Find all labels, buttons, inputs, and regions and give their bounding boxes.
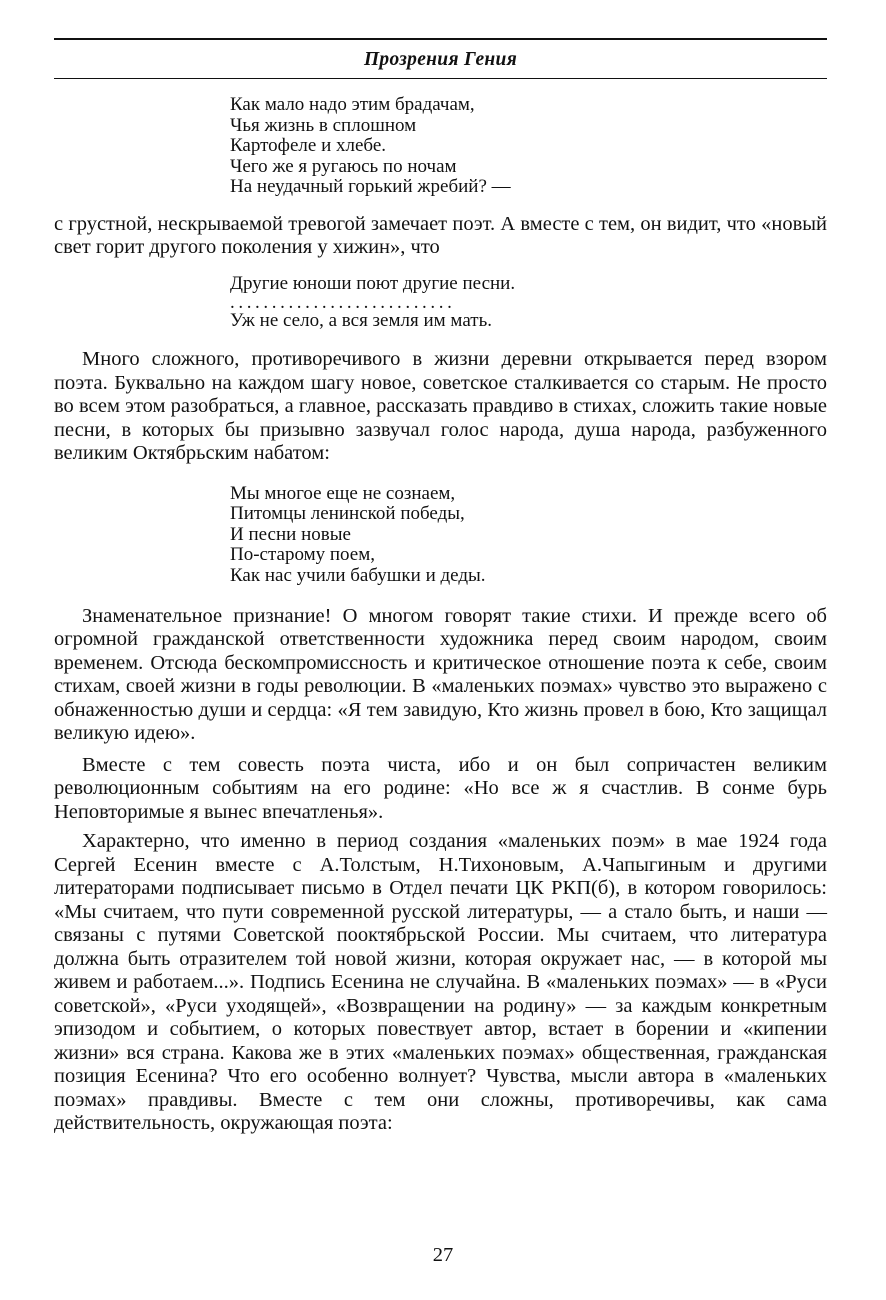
- paragraph-4: Вместе с тем совесть поэта чиста, ибо и он был сопричастен великим революционным событиям на его родине: «Но все ж я счастлив. В сонме бурь Неповторимые я вынес впечатленья».: [54, 753, 827, 823]
- verse-line: И песни новые: [230, 523, 351, 545]
- verse-line: Чья жизнь в сплошном: [230, 114, 417, 136]
- verse-line: На неудачный горький жребий? —: [230, 176, 511, 198]
- paragraph-1: с грустной, нескрываемой тревогой замечает поэт. А вместе с тем, он видит, что «новый свет горит другого поколения у хижин», что: [54, 212, 827, 259]
- header-bottom-rule: [54, 78, 827, 79]
- verse-line: Уж не село, а вся земля им мать.: [230, 309, 492, 331]
- paragraph-3: Знаменательное признание! О многом говорят такие стихи. И прежде всего об огромной гражданской ответственности художника перед своим народом, своим временем. Отсюда бескомпромиссность и критическое отношение поэта к себе, своим стихам, своей жизни в годы революции. В «маленьких поэмах» чувство это выражено с обнаженностью души и сердца: «Я тем завидую, Кто жизнь провел в бою, Кто защищал великую идею».: [54, 604, 827, 745]
- verse-line: Как мало надо этим брадачам,: [230, 94, 475, 115]
- verse-line: Питомцы ленинской победы,: [230, 503, 465, 525]
- verse-quote-3: [230, 484, 827, 587]
- verse-quote-1: [230, 95, 827, 198]
- verse-line: Картофеле и хлебе.: [230, 135, 386, 157]
- verse-line: Чего же я ругаюсь по ночам: [230, 155, 457, 177]
- page-number: 27: [432, 1244, 454, 1266]
- verse-line: Другие юноши поют другие песни.: [230, 272, 516, 294]
- verse-quote-2: [230, 274, 827, 331]
- book-page: [54, 38, 827, 1136]
- running-title: Прозрения Гения: [363, 49, 518, 70]
- paragraph-2: Много сложного, противоречивого в жизни деревни открывается перед взором поэта. Буквально на каждом шагу новое, советское сталкивается со старым. Не просто во всем этом разобраться, а главное, рассказать правдиво в стихах, сложить такие новые песни, в которых бы призывно зазвучал голос народа, душа народа, разбуженного великим Октябрьским набатом:: [54, 348, 827, 465]
- verse-line: По-старому поем,: [230, 544, 375, 566]
- verse-line: Мы многое еще не сознаем,: [230, 482, 456, 504]
- paragraph-5: Характерно, что именно в период создания «маленьких поэм» в мае 1924 года Сергей Есенин вместе с А.Толстым, Н.Тихоновым, А.Чапыгиным и другими литераторами подписывает письмо в Отдел печати ЦК РКП(б), в котором говорилось: «Мы считаем, что пути современной русской литературы, — а стало быть, и наши — связаны с путями Советской пооктябрьской России. Мы считаем, что литература должна быть отразителем той новой жизни, которая окружает нас, — в которой мы живем и работаем...». Подпись Есенина не случайна. В «маленьких поэмах» — в «Руси советской», «Руси уходящей», «Возвращении на родину» — за каждым конкретным эпизодом и событием, о которых повествует автор, встает в борении и «кипении жизни» вся страна. Какова же в этих «маленьких поэмах» общественная, гражданская позиция Есенина? Что его особенно волнует? Чувства, мысли автора в «маленьких поэмах» правдивы. Вместе с тем они сложны, противоречивы, как сама действительность, окружающая поэта:: [54, 830, 827, 1135]
- verse-line: Как нас учили бабушки и деды.: [230, 565, 486, 587]
- verse-ellipsis-dots: ...........................: [230, 291, 456, 313]
